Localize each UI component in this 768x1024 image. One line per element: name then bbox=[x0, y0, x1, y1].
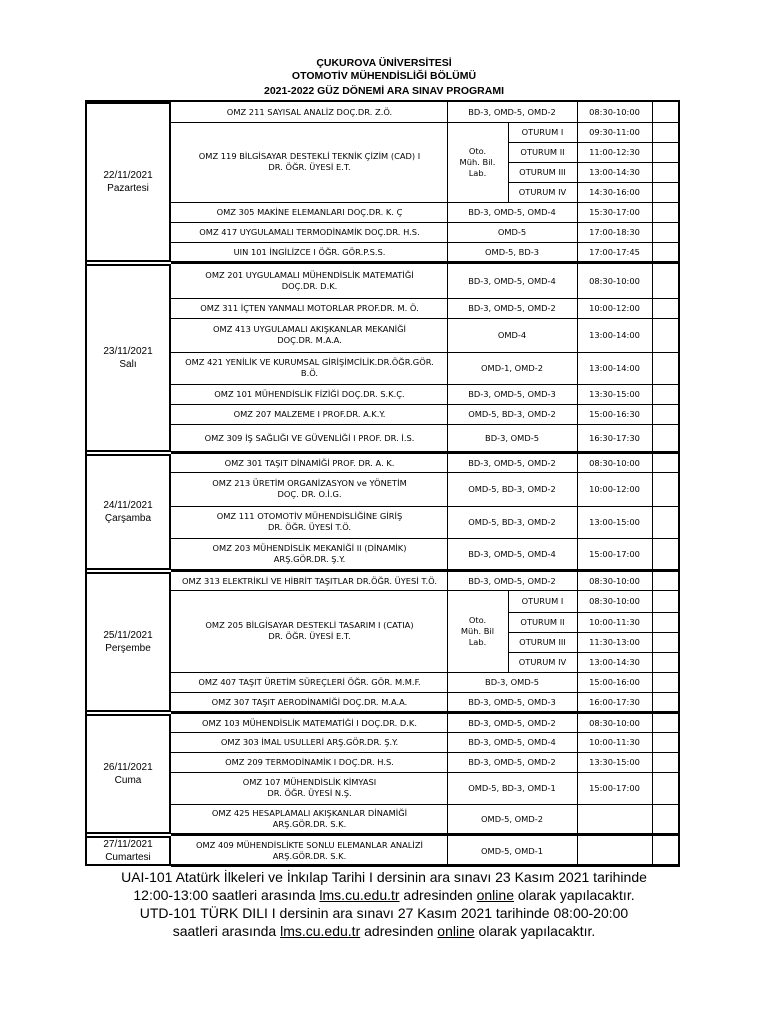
exam-time: 15:00-16:00 bbox=[589, 676, 640, 687]
course-name-line-1: OMZ 413 UYGULAMALI AKIŞKANLAR MEKANİĞİ bbox=[213, 324, 406, 334]
exam-time: 16:00-17:30 bbox=[589, 696, 640, 707]
course-name bbox=[172, 506, 447, 538]
exam-time: 08:30-10:00 bbox=[589, 106, 640, 117]
course-name bbox=[172, 202, 447, 222]
exam-rooms: OMD-1, OMD-2 bbox=[481, 362, 543, 373]
footer-notes bbox=[0, 868, 768, 940]
course-name bbox=[172, 732, 447, 752]
lms-link-2[interactable]: lms.cu.edu.tr bbox=[280, 923, 361, 939]
col-line bbox=[652, 404, 653, 424]
exam-rooms: BD-3, OMD-5, OMD-2 bbox=[468, 756, 556, 767]
exam-time: 15:00-16:30 bbox=[589, 408, 640, 419]
course-name-line-1: OMZ 421 YENİLİK VE KURUMSAL GİRİŞİMCİLİK.DR.ÖĞR.GÖR. bbox=[185, 357, 434, 367]
row-line bbox=[171, 262, 680, 263]
footer-line-2 bbox=[0, 886, 768, 904]
col-line bbox=[652, 384, 653, 404]
session-label: OTURUM II bbox=[520, 616, 565, 627]
col-line bbox=[652, 752, 653, 772]
exam-rooms: BD-3, OMD-5, OMD-4 bbox=[468, 275, 556, 286]
session-time: 11:00-12:30 bbox=[589, 146, 640, 157]
footer-line-4-end: olarak yapılacaktır. bbox=[474, 923, 596, 939]
footer-line-2-end: olarak yapılacaktır. bbox=[513, 887, 635, 903]
col-line bbox=[652, 506, 653, 538]
course-name bbox=[172, 264, 447, 298]
day-weekday: Cumartesi bbox=[105, 852, 151, 863]
course-name bbox=[172, 242, 447, 262]
exam-rooms: OMD-5, BD-3, OMD-1 bbox=[468, 782, 556, 793]
course-name bbox=[172, 590, 447, 672]
row-line bbox=[171, 834, 680, 835]
course-name bbox=[172, 714, 447, 732]
exam-rooms: BD-3, OMD-5 bbox=[485, 676, 539, 687]
session-time: 13:00-14:30 bbox=[589, 166, 640, 177]
col-line bbox=[652, 242, 653, 262]
exam-time: 08:30-10:00 bbox=[589, 457, 640, 468]
day-date: 25/11/2021 bbox=[103, 630, 153, 641]
course-name-line-2: DR. ÖĞR. ÜYESİ E.T. bbox=[268, 631, 351, 641]
course-name-line-2: DR. ÖĞR. ÜYESİ N.Ş. bbox=[267, 788, 352, 798]
footer-line-4-text: saatleri arasında bbox=[172, 923, 281, 939]
course-name-line-1: OMZ 101 MÜHENDİSLİK FİZİĞİ DOÇ.DR. S.K.Ç. bbox=[214, 388, 405, 399]
day-cell bbox=[85, 836, 171, 866]
course-name-line-1: OMZ 303 İMAL USULLERİ ARŞ.GÖR.DR. Ş.Y. bbox=[220, 736, 399, 747]
col-line bbox=[652, 804, 653, 834]
exam-rooms: BD-3, OMD-5, OMD-4 bbox=[468, 206, 556, 217]
day-weekday: Perşembe bbox=[105, 643, 151, 654]
col-line bbox=[652, 538, 653, 570]
course-name-line-1: OMZ 213 ÜRETİM ORGANİZASYON ve YÖNETİM bbox=[212, 478, 407, 488]
exam-rooms: OMD-5, BD-3, OMD-2 bbox=[468, 408, 556, 419]
course-name bbox=[172, 772, 447, 804]
footer-line-2-text: 12:00-13:00 saatleri arasında bbox=[133, 887, 320, 903]
exam-rooms: BD-3, OMD-5, OMD-3 bbox=[468, 696, 556, 707]
session-time: 09:30-11:00 bbox=[589, 126, 640, 137]
course-name-line-1: OMZ 305 MAKİNE ELEMANLARI DOÇ.DR. K. Ç bbox=[216, 206, 403, 217]
course-name-line-1: OMZ 309 İŞ SAĞLIĞI VE GÜVENLİĞİ I PROF. DR. İ.S. bbox=[204, 432, 415, 443]
course-name-line-1: OMZ 407 TAŞIT ÜRETİM SÜREÇLERİ ÖĞR. GÖR. M.M.F. bbox=[198, 676, 421, 687]
session-time: 14:30-16:00 bbox=[589, 186, 640, 197]
day-date: 27/11/2021 bbox=[103, 839, 153, 850]
course-name-line-1: OMZ 311 İÇTEN YANMALI MOTORLAR PROF.DR. M. Ö. bbox=[200, 302, 419, 313]
course-name bbox=[172, 672, 447, 692]
footer-line-1-text: UAI-101 Atatürk İlkeleri ve İnkılap Tarihi I dersinin ara sınavı 23 Kasım 2021 tarihinde bbox=[121, 869, 647, 885]
col-line bbox=[652, 222, 653, 242]
course-name-line-1: OMZ 425 HESAPLAMALI AKIŞKANLAR DİNAMİĞİ bbox=[211, 808, 408, 818]
session-label: OTURUM III bbox=[519, 166, 566, 177]
exam-time bbox=[577, 836, 652, 866]
row-line bbox=[171, 452, 680, 453]
course-name bbox=[172, 472, 447, 506]
course-name-line-2: DOÇ.DR. D.K. bbox=[281, 281, 338, 291]
course-name bbox=[172, 538, 447, 570]
course-name-line-1: OMZ 119 BİLGİSAYAR DESTEKLİ TEKNİK ÇİZİM (CAD) I bbox=[198, 151, 421, 161]
exam-rooms: BD-3, OMD-5, OMD-4 bbox=[468, 736, 556, 747]
course-name bbox=[172, 424, 447, 452]
lab-location-line-2: Müh. Bil. bbox=[459, 156, 496, 167]
col-line bbox=[652, 102, 653, 122]
course-name bbox=[172, 222, 447, 242]
col-line bbox=[652, 454, 653, 472]
exam-rooms: OMD-5, BD-3 bbox=[485, 246, 539, 257]
row-line bbox=[171, 866, 680, 867]
exam-rooms: BD-3, OMD-5, OMD-2 bbox=[468, 106, 556, 117]
course-name-line-2: ARŞ.GÖR.DR. S.K. bbox=[272, 851, 347, 861]
lab-location bbox=[447, 122, 508, 202]
col-line bbox=[652, 836, 653, 866]
exam-time: 13:00-14:00 bbox=[589, 329, 640, 340]
course-name-line-2: DR. ÖĞR. ÜYESİ T.Ö. bbox=[267, 522, 352, 532]
session-label: OTURUM I bbox=[521, 126, 564, 137]
session-time: 11:30-13:00 bbox=[589, 636, 640, 647]
exam-rooms: OMD-5, BD-3, OMD-2 bbox=[468, 483, 556, 494]
lab-location-line-3: Lab. bbox=[468, 167, 487, 178]
footer-line-4 bbox=[0, 922, 768, 940]
exam-time: 13:30-15:00 bbox=[589, 388, 640, 399]
day-date: 23/11/2021 bbox=[103, 346, 153, 357]
lab-location-line-3: Lab. bbox=[468, 636, 487, 647]
col-line bbox=[652, 572, 653, 590]
day-cell bbox=[85, 572, 171, 712]
course-name-line-1: OMZ 205 BİLGİSAYAR DESTEKLİ TASARIM I (CATIA) bbox=[205, 620, 414, 630]
col-line bbox=[652, 672, 653, 692]
exam-time: 10:00-12:00 bbox=[589, 483, 640, 494]
exam-rooms: OMD-5 bbox=[497, 226, 527, 237]
session-time: 10:00-11:30 bbox=[589, 616, 640, 627]
exam-rooms: OMD-5, BD-3, OMD-2 bbox=[468, 516, 556, 527]
department-title: OTOMOTİV MÜHENDİSLİĞİ BÖLÜMÜ bbox=[291, 70, 477, 82]
exam-time: 13:00-15:00 bbox=[589, 516, 640, 527]
course-name bbox=[172, 404, 447, 424]
course-name bbox=[172, 752, 447, 772]
col-line bbox=[652, 732, 653, 752]
course-name-line-1: UIN 101 İNGİLİZCE I ÖĞR. GÖR.P.S.S. bbox=[233, 246, 386, 257]
footer-line-1 bbox=[0, 868, 768, 886]
course-name bbox=[172, 352, 447, 384]
day-cell bbox=[85, 454, 171, 570]
exam-rooms: BD-3, OMD-5, OMD-2 bbox=[468, 302, 556, 313]
online-text-2: online bbox=[437, 923, 475, 939]
course-name-line-1: OMZ 313 ELEKTRİKLİ VE HİBRİT TAŞITLAR DR.ÖĞR. ÜYESİ T.Ö. bbox=[182, 575, 437, 586]
exam-rooms: BD-3, OMD-5 bbox=[485, 432, 539, 443]
session-label: OTURUM II bbox=[520, 146, 565, 157]
course-name-line-1: OMZ 107 MÜHENDİSLİK KİMYASI bbox=[242, 777, 377, 787]
university-title: ÇUKUROVA ÜNİVERSİTESİ bbox=[316, 57, 452, 69]
day-weekday: Cuma bbox=[114, 775, 142, 786]
footer-line-3-text: UTD-101 TÜRK DILI I dersinin ara sınavı 27 Kasım 2021 tarihinde 08:00-20:00 bbox=[139, 905, 629, 921]
session-time: 13:00-14:30 bbox=[589, 656, 640, 667]
course-name-line-2: ARŞ.GÖR.DR. S.K. bbox=[272, 819, 347, 829]
col-line bbox=[652, 472, 653, 506]
lab-location-line-1: Oto. bbox=[468, 145, 487, 156]
col-line bbox=[652, 202, 653, 222]
course-name-line-1: OMZ 409 MÜHENDİSLİKTE SONLU ELEMANLAR ANALİZİ bbox=[195, 840, 424, 850]
exam-rooms: OMD-5, OMD-2 bbox=[481, 813, 543, 824]
col-line bbox=[652, 590, 653, 672]
course-name bbox=[172, 318, 447, 352]
course-name-line-1: OMZ 301 TAŞIT DİNAMİĞİ PROF. DR. A. K. bbox=[224, 457, 395, 468]
course-name bbox=[172, 836, 447, 866]
col-line bbox=[652, 318, 653, 352]
day-date: 22/11/2021 bbox=[103, 170, 153, 181]
day-cell bbox=[85, 102, 171, 262]
exam-time: 13:00-14:00 bbox=[589, 362, 640, 373]
exam-time: 10:00-11:30 bbox=[589, 736, 640, 747]
course-name-line-1: OMZ 207 MALZEME I PROF.DR. A.K.Y. bbox=[233, 408, 386, 419]
row-line bbox=[171, 712, 680, 713]
exam-rooms: BD-3, OMD-5, OMD-2 bbox=[468, 575, 556, 586]
footer-line-4-mid: adresinden bbox=[360, 923, 438, 939]
exam-time: 08:30-10:00 bbox=[589, 575, 640, 586]
col-line bbox=[652, 692, 653, 712]
course-name bbox=[172, 454, 447, 472]
footer-line-3 bbox=[0, 904, 768, 922]
col-line bbox=[652, 298, 653, 318]
session-label: OTURUM IV bbox=[518, 186, 567, 197]
col-line bbox=[652, 352, 653, 384]
col-line bbox=[652, 772, 653, 804]
row-line bbox=[171, 570, 680, 571]
day-cell bbox=[85, 264, 171, 452]
day-weekday: Pazartesi bbox=[107, 183, 149, 194]
lms-link[interactable]: lms.cu.edu.tr bbox=[319, 887, 400, 903]
day-date: 24/11/2021 bbox=[103, 500, 153, 511]
col-line bbox=[652, 714, 653, 732]
footer-line-2-mid: adresinden bbox=[399, 887, 477, 903]
day-date: 26/11/2021 bbox=[103, 762, 153, 773]
course-name-line-2: ARŞ.GÖR.DR. Ş.Y. bbox=[273, 554, 346, 564]
exam-time: 15:00-17:00 bbox=[589, 548, 640, 559]
exam-time: 15:00-17:00 bbox=[589, 782, 640, 793]
exam-time: 08:30-10:00 bbox=[589, 717, 640, 728]
course-name-line-1: OMZ 111 OTOMOTİV MÜHENDİSLİĞİNE GİRİŞ bbox=[216, 511, 403, 521]
exam-rooms: BD-3, OMD-5, OMD-3 bbox=[468, 388, 556, 399]
course-name-line-1: OMZ 203 MÜHENDİSLİK MEKANİĞİ II (DİNAMİK) bbox=[212, 543, 407, 553]
course-name-line-2: DR. ÖĞR. ÜYESİ E.T. bbox=[268, 162, 351, 172]
day-cell bbox=[85, 714, 171, 834]
session-label: OTURUM III bbox=[519, 636, 566, 647]
exam-rooms: BD-3, OMD-5, OMD-2 bbox=[468, 717, 556, 728]
session-label: OTURUM IV bbox=[518, 656, 567, 667]
lab-location-line-2: Müh. Bil bbox=[460, 625, 495, 636]
lab-location-line-1: Oto. bbox=[468, 614, 487, 625]
course-name-line-1: OMZ 417 UYGULAMALI TERMODİNAMİK DOÇ.DR. H.S. bbox=[199, 226, 420, 237]
exam-rooms: BD-3, OMD-5, OMD-4 bbox=[468, 548, 556, 559]
course-name-line-2: B.Ö. bbox=[300, 368, 319, 378]
program-title: 2021-2022 GÜZ DÖNEMİ ARA SINAV PROGRAMI bbox=[264, 85, 504, 97]
course-name bbox=[172, 102, 447, 122]
day-weekday: Çarşamba bbox=[104, 513, 152, 524]
exam-time: 16:30-17:30 bbox=[589, 432, 640, 443]
exam-rooms: BD-3, OMD-5, OMD-2 bbox=[468, 457, 556, 468]
course-name bbox=[172, 298, 447, 318]
day-weekday: Salı bbox=[119, 359, 137, 370]
course-name bbox=[172, 122, 447, 202]
lab-location bbox=[447, 590, 508, 672]
course-name-line-2: DOÇ. DR. O.İ.G. bbox=[277, 489, 342, 499]
course-name-line-1: OMZ 209 TERMODİNAMİK I DOÇ.DR. H.S. bbox=[225, 756, 394, 767]
session-label: OTURUM I bbox=[521, 595, 564, 606]
exam-time: 10:00-12:00 bbox=[589, 302, 640, 313]
exam-rooms: OMD-5, OMD-1 bbox=[481, 845, 543, 856]
exam-rooms: OMD-4 bbox=[497, 329, 527, 340]
course-name-line-1: OMZ 103 MÜHENDİSLİK MATEMATİĞİ I DOÇ.DR. D.K. bbox=[201, 717, 418, 728]
col-line bbox=[652, 424, 653, 452]
course-name bbox=[172, 692, 447, 712]
course-name-line-2: DOÇ.DR. M.A.A. bbox=[277, 335, 342, 345]
exam-time: 17:00-17:45 bbox=[589, 246, 640, 257]
exam-time: 08:30-10:00 bbox=[589, 275, 640, 286]
course-name bbox=[172, 804, 447, 834]
course-name-line-1: OMZ 307 TAŞIT AERODİNAMİĞİ DOÇ.DR. M.A.A. bbox=[211, 696, 408, 707]
exam-time bbox=[577, 804, 652, 834]
exam-time: 15:30-17:00 bbox=[589, 206, 640, 217]
course-name bbox=[172, 572, 447, 590]
session-time: 08:30-10:00 bbox=[589, 595, 640, 606]
course-name bbox=[172, 384, 447, 404]
course-name-line-1: OMZ 211 SAYISAL ANALİZ DOÇ.DR. Z.Ö. bbox=[226, 106, 393, 117]
exam-time: 17:00-18:30 bbox=[589, 226, 640, 237]
col-line bbox=[652, 264, 653, 298]
online-text: online bbox=[476, 887, 514, 903]
course-name-line-1: OMZ 201 UYGULAMALI MÜHENDİSLİK MATEMATİĞİ bbox=[205, 270, 414, 280]
exam-time: 13:30-15:00 bbox=[589, 756, 640, 767]
